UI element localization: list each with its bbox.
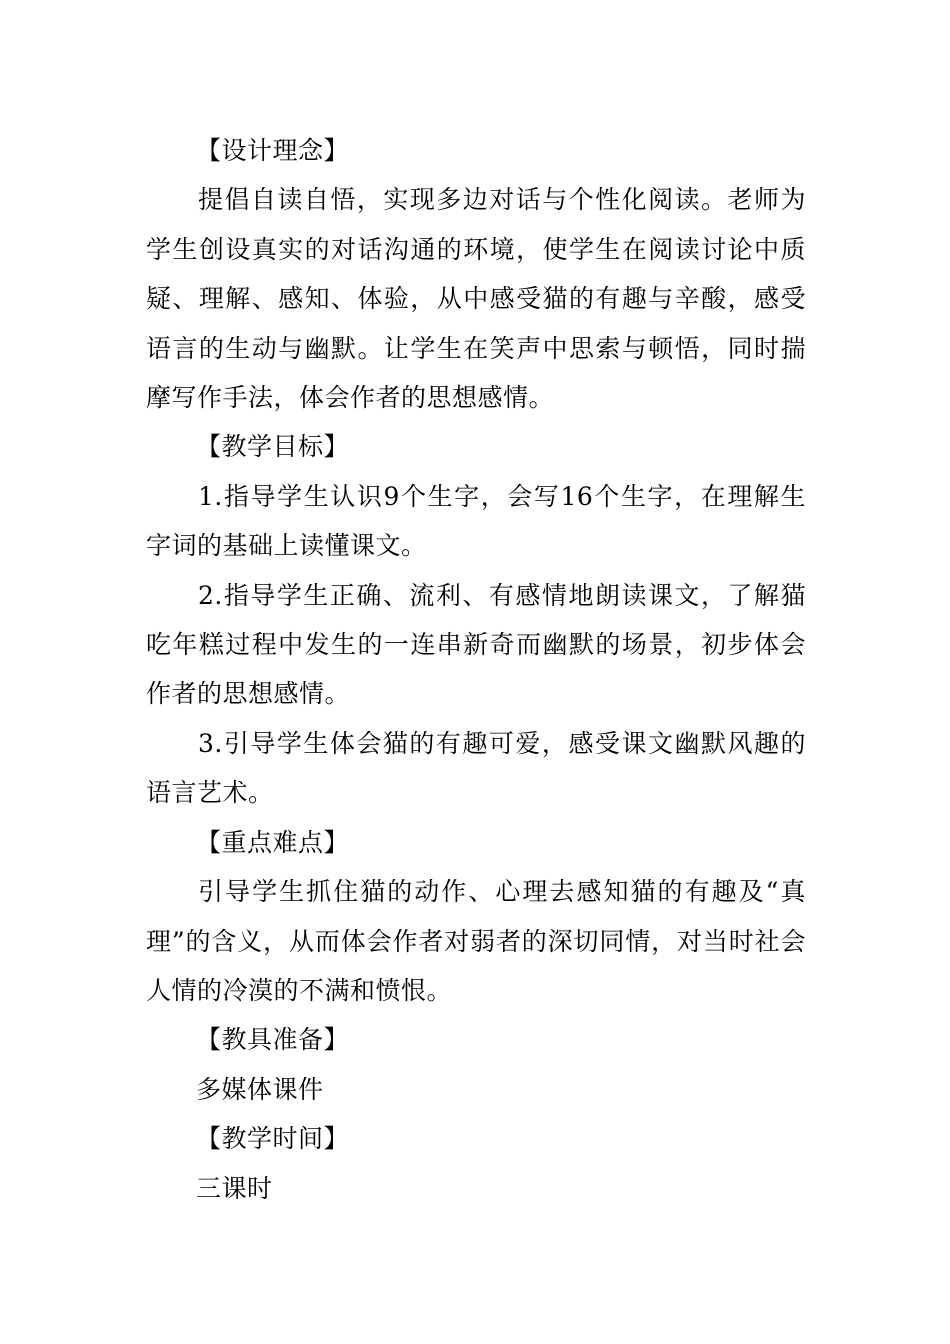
section-heading-materials: 【教具准备】 [196,1025,350,1055]
design-concept-paragraph: 提倡自读自悟，实现多边对话与个性化阅读。老师为学生创设真实的对话沟通的环境，使学生在阅读讨论中质疑、理解、感知、体验，从中感受猫的有趣与辛酸，感受语言的生动与幽默。让学生在笑声中思索与顿悟，同时揣摩写作手法，体会作者的思想感情。 [146,185,806,413]
objective-item-1: 1.指导学生认识9个生字，会写16个生字，在理解生字词的基础上读懂课文。 [146,481,806,561]
section-heading-objectives: 【教学目标】 [196,432,350,462]
key-points-paragraph: 引导学生抓住猫的动作、心理去感知猫的有趣及“真理”的含义，从而体会作者对弱者的深切同情，对当时社会人情的冷漠的不满和愤恨。 [146,877,806,1005]
materials-text: 多媒体课件 [196,1074,324,1104]
section-heading-time: 【教学时间】 [196,1124,350,1154]
objective-item-3: 3.引导学生体会猫的有趣可爱，感受课文幽默风趣的语言艺术。 [146,728,806,808]
document-page [146,126,806,1213]
section-heading-key-points: 【重点难点】 [196,827,350,857]
section-heading-design-concept: 【设计理念】 [196,136,350,165]
objective-item-2: 2.指导学生正确、流利、有感情地朗读课文，了解猫吃年糕过程中发生的一连串新奇而幽默的场景，初步体会作者的思想感情。 [146,580,806,709]
time-text: 三课时 [196,1173,273,1203]
